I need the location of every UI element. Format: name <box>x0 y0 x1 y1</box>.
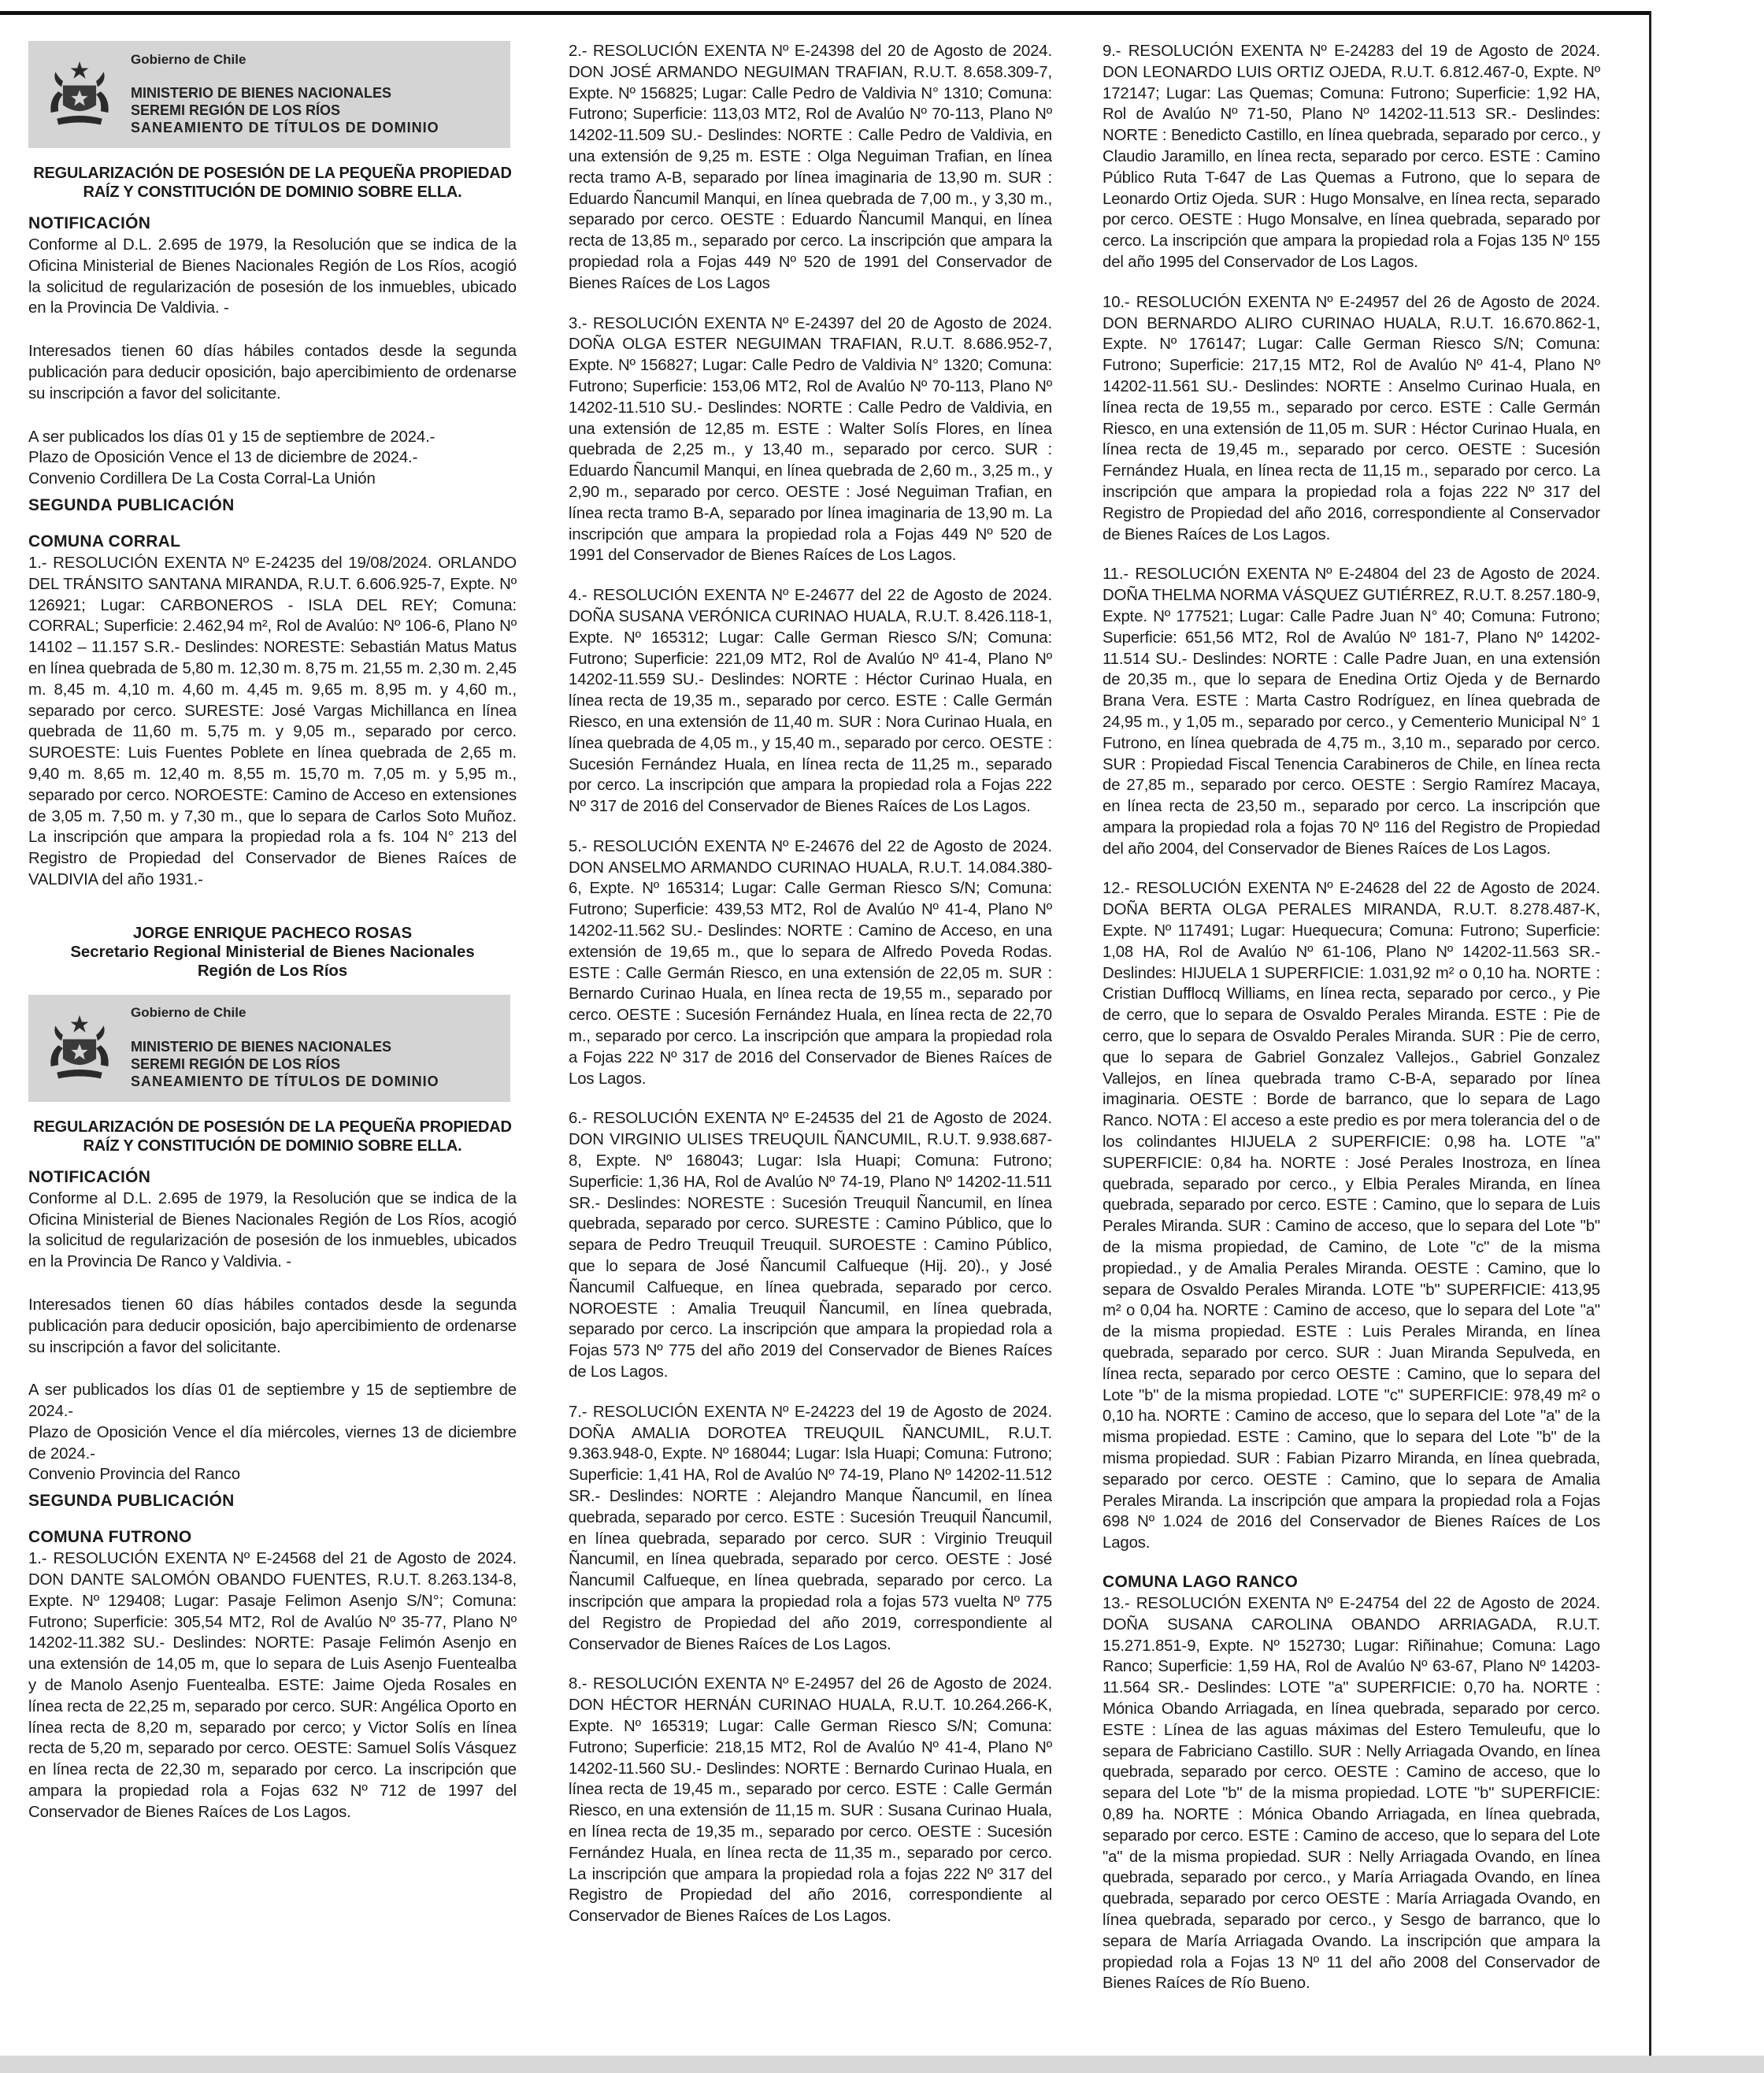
coat-of-arms-icon <box>28 1012 131 1085</box>
program-name: SANEAMIENTO DE TÍTULOS DE DOMINIO <box>131 1074 439 1090</box>
right-column-rule <box>1649 11 1651 2056</box>
resolution-entry: 7.- RESOLUCIÓN EXENTA Nº E-24223 del 19 de Agosto de 2024. DOÑA AMALIA DOROTEA TREUQUIL ÑANCUMIL, R.U.T. 9.363.948-0, Expte. Nº 168044; Lugar: Isla Huapi; Comuna: Futrono; Superficie: 1,41 HA, Rol de Avalúo Nº 74-19, Plano Nº 14202-11.512 SR.- Deslindes: NORTE : Alejandro Manque Ñancumil, en línea quebrada, separado por cerco. ESTE : Sucesión Treuquil Ñancumil, en línea quebrada, separado por cerco. SUR : Virginio Treuquil Ñancumil, en línea quebrada, separado por cerco. OESTE : José Ñancumil Calfueque, en línea quebrada, separado por cerco. La inscripción que ampara la propiedad rola a fojas 573 vuelta Nº 775 del Registro de Propiedad del año 2019, correspondiente al Conservador de Bienes Raíces de Los Lagos. <box>569 1403 1052 1653</box>
gov-header-text <box>131 1005 439 1091</box>
seremi-name: SEREMI REGIÓN DE LOS RÍOS <box>131 102 341 119</box>
signer-name: JORGE ENRIQUE PACHECO ROSAS <box>132 924 413 942</box>
coat-of-arms-icon <box>28 58 131 131</box>
ministry-name: MINISTERIO DE BIENES NACIONALES <box>131 85 392 102</box>
resolution-entry: 5.- RESOLUCIÓN EXENTA Nº E-24676 del 22 de Agosto de 2024. DON ANSELMO ARMANDO CURINAO HUALA, R.U.T. 14.084.380-6, Expte. Nº 165314; Lugar: Calle German Riesco S/N; Comuna: Futrono; Superficie: 439,53 MT2, Rol de Avalúo Nº 41-4, Plano Nº 14202-11.562 SU.- Deslindes: NORTE : Camino de Acceso, en una extensión de 19,65 m., que lo separa de Alfredo Poveda Rodas. ESTE : Calle Germán Riesco, en una extensión de 22,05 m. SUR : Bernardo Curinao Huala, en línea recta de 19,55 m., separado por cerco. OESTE : Sucesión Fernández Huala, en línea recta de 22,70 m., separado por cerco. La inscripción que ampara la propiedad rola a Fojas 222 Nº 317 de 2016 del Conservador de Bienes Raíces de Los Lagos. <box>569 837 1052 1088</box>
resolution-entry: 2.- RESOLUCIÓN EXENTA Nº E-24398 del 20 de Agosto de 2024. DON JOSÉ ARMANDO NEGUIMAN TRAFIAN, R.U.T. 8.658.309-7, Expte. Nº 156825; Lugar: Calle Pedro de Valdivia N° 1310; Comuna: Futrono; Superficie: 113,03 MT2, Rol de Avalúo Nº 70-113, Plano Nº 14202-11.509 SU.- Deslindes: NORTE : Calle Pedro de Valdivia, en una extensión de 9,25 m. ESTE : Olga Neguiman Trafian, en línea recta tramo A-B, separado por línea imaginaria de 13,90 m. SUR : Eduardo Ñancumil Manqui, en línea quebrada de 7,00 m., y 3,30 m., separado por cerco. OESTE : Eduardo Ñancumil Manqui, en línea recta de 13,85 m., separado por cerco. La inscripción que ampara la propiedad rola a Fojas 449 Nº 520 de 1991 del Conservador de Bienes Raíces de Los Lagos <box>569 43 1052 292</box>
commune-heading: COMUNA CORRAL <box>28 532 181 551</box>
resolution-entry: 11.- RESOLUCIÓN EXENTA Nº E-24804 del 23 de Agosto de 2024. DOÑA THELMA NORMA VÁSQUEZ GUTIÉRREZ, R.U.T. 8.257.180-9, Expte. Nº 177521; Lugar: Calle Padre Juan N° 40; Comuna: Futrono; Superficie: 651,56 MT2, Rol de Avalúo Nº 181-7, Plano Nº 14202-11.514 SU.- Deslindes: NORTE : Calle Padre Juan, en una extensión de 20,35 m., que lo separa de Enedina Ortiz Ojeda y de Bernardo Brana Vera. ESTE : Marta Castro Rodríguez, en línea quebrada de 24,95 m., y 1,05 m., separado por cerco., y Cementerio Municipal N° 1 Futrono, en línea quebrada de 4,75 m., 3,10 m., separado por cerco. SUR : Propiedad Fiscal Tenencia Carabineros de Chile, en línea recta de 27,85 m., separado por cerco. OESTE : Sergio Ramírez Macaya, en línea recta de 23,50 m., separado por cerco. La inscripción que ampara la propiedad rola a fojas 70 Nº 116 del Registro de Propiedad del año 2004, del Conservador de Bienes Raíces de Los Lagos. <box>1102 566 1600 858</box>
interest-text: Interesados tienen 60 días hábiles contados desde la segunda publicación para deducir oposición, bajo apercibimiento de ordenarse su inscripción a favor del solicitante. <box>28 1296 517 1356</box>
notification-text: Conforme al D.L. 2.695 de 1979, la Resolución que se indica de la Oficina Ministerial de Bienes Nacionales Región de Los Ríos, acogió la solicitud de regularización de posesión de los inmuebles, ubicados en la Provincia De Ranco y Valdivia. - <box>28 1189 517 1271</box>
top-rule <box>0 11 1651 15</box>
commune-heading: COMUNA FUTRONO <box>28 1528 192 1547</box>
column-2 <box>569 41 1052 2054</box>
notification-heading: NOTIFICACIÓN <box>28 214 151 232</box>
gov-header-text <box>131 52 439 138</box>
resolution-entry: 8.- RESOLUCIÓN EXENTA Nº E-24957 del 26 de Agosto de 2024. DON HÉCTOR HERNÁN CURINAO HUALA, R.U.T. 10.264.266-K, Expte. Nº 165319; Lugar: Calle German Riesco S/N; Comuna: Futrono; Superficie: 218,15 MT2, Rol de Avalúo Nº 41-4, Plano Nº 14202-11.560 SU.- Deslindes: NORTE : Bernardo Curinao Huala, en línea recta de 19,45 m., separado por cerco. ESTE : Calle Germán Riesco, en una extensión de 11,15 m. SUR : Susana Curinao Huala, en línea recta de 19,35 m., separado por cerco. OESTE : Sucesión Fernández Huala, en línea recta de 11,35 m., separado por cerco. La inscripción que ampara la propiedad rola a fojas 222 Nº 317 del Registro de Propiedad del año 2016, correspondiente al Conservador de Bienes Raíces de Los Lagos. <box>569 1675 1052 1926</box>
resolution-entry: 9.- RESOLUCIÓN EXENTA Nº E-24283 del 19 de Agosto de 2024. DON LEONARDO LUIS ORTIZ OJEDA, R.U.T. 6.812.467-0, Expte. Nº 172147; Lugar: Las Quemas; Comuna: Futrono; Superficie: 1,92 HA, Rol de Avalúo Nº 71-50, Plano Nº 14202-11.513 SR.- Deslindes: NORTE : Benedicto Castillo, en línea quebrada, separado por cerco., y Claudio Jaramillo, en línea recta, separado por cerco. ESTE : Camino Público Ruta T-647 de Las Quemas a Futrono, que lo separa de Leonardo Ortiz Ojeda. SUR : Hugo Monsalve, en línea recta, separado por cerco. OESTE : Hugo Monsalve, en línea quebrada, separado por cerco. La inscripción que ampara la propiedad rola a Fojas 135 Nº 155 del año 1995 del Conservador de Los Lagos. <box>1102 43 1600 271</box>
opposition-deadline: Plazo de Oposición Vence el 13 de diciembre de 2024.- <box>28 449 418 467</box>
gov-header-2 <box>28 995 510 1102</box>
resolution-entry: 6.- RESOLUCIÓN EXENTA Nº E-24535 del 21 de Agosto de 2024. DON VIRGINIO ULISES TREUQUIL ÑANCUMIL, R.U.T. 9.938.687-8, Expte. Nº 168043; Lugar: Isla Huapi; Comuna: Futrono; Superficie: 1,36 HA, Rol de Avalúo Nº 74-19, Plano Nº 14202-11.511 SR.- Deslindes: NORESTE : Sucesión Treuquil Ñancumil, en línea quebrada, separado por cerco. SURESTE : Camino Público, que lo separa de Pedro Treuquil Treuquil. SUROESTE : Camino Público, que lo separa de José Ñancumil Calfueque (Hij. 20)., y José Ñancumil Calfueque, en línea quebrada, separado por cerco. NOROESTE : Amalia Treuquil Ñancumil, en línea quebrada, separado por cerco. La inscripción que ampara la propiedad rola a Fojas 573 Nº 775 del año 2019 del Conservador de Bienes Raíces de Los Lagos. <box>569 1110 1052 1381</box>
interest-text: Interesados tienen 60 días hábiles contados desde la segunda publicación para deducir oposición, bajo apercibimiento de ordenarse su inscripción a favor del solicitante. <box>28 343 517 402</box>
resolution-entry: 4.- RESOLUCIÓN EXENTA Nº E-24677 del 22 de Agosto de 2024. DOÑA SUSANA VERÓNICA CURINAO HUALA, R.U.T. 8.426.118-1, Expte. Nº 165312; Lugar: Calle German Riesco S/N; Comuna: Futrono; Superficie: 221,09 MT2, Rol de Avalúo Nº 41-4, Plano Nº 14202-11.559 SU.- Deslindes: NORTE : Héctor Curinao Huala, en línea recta de 19,35 m., separado por cerco. ESTE : Calle Germán Riesco, en una extensión de 11,40 m. SUR : Nora Curinao Huala, en línea quebrada de 4,05 m., y 15,40 m., separado por cerco. OESTE : Sucesión Fernández Huala, en línea recta de 11,25 m., separado por cerco. La inscripción que ampara la propiedad rola a Fojas 222 Nº 317 de 2016 del Conservador de Bienes Raíces de Los Lagos. <box>569 587 1052 816</box>
publication-heading: SEGUNDA PUBLICACIÓN <box>28 1492 235 1511</box>
gov-label: Gobierno de Chile <box>131 51 246 67</box>
resolution-entry: 3.- RESOLUCIÓN EXENTA Nº E-24397 del 20 de Agosto de 2024. DOÑA OLGA ESTER NEGUIMAN TRAFIAN, R.U.T. 8.686.952-7, Expte. Nº 156827; Lugar: Calle Pedro de Valdivia N° 1320; Comuna: Futrono; Superficie: 153,06 MT2, Rol de Avalúo Nº 70-113, Plano Nº 14202-11.510 SU.- Deslindes: NORTE : Calle Pedro de Valdivia, en una extensión de 12,85 m. ESTE : Walter Solís Flores, en línea quebrada de 2,25 m., y 13,40 m., separado por cerco. SUR : Eduardo Ñancumil Manqui, en línea quebrada de 2,60 m., 3,25 m., y 2,90 m., separado por cerco. OESTE : José Neguiman Trafian, en línea recta tramo B-A, separado por línea imaginaria de 13,90 m. La inscripción que ampara la propiedad rola a Fojas 449 Nº 520 de 1991 del Conservador de Bienes Raíces de Los Lagos. <box>569 314 1052 565</box>
bottom-strip <box>0 2056 1764 2073</box>
opposition-deadline: Plazo de Oposición Vence el día miércoles, viernes 13 de diciembre de 2024.- <box>28 1423 517 1463</box>
publication-dates: A ser publicados los días 01 de septiembre y 15 de septiembre de 2024.- <box>28 1381 517 1421</box>
ministry-name: MINISTERIO DE BIENES NACIONALES <box>131 1039 392 1055</box>
agreement-name: Convenio Cordillera De La Costa Corral-La Unión <box>28 470 376 488</box>
column-3 <box>1102 41 1600 2054</box>
resolution-entry: 10.- RESOLUCIÓN EXENTA Nº E-24957 del 26 de Agosto de 2024. DON BERNARDO ALIRO CURINAO HUALA, R.U.T. 16.670.862-1, Expte. Nº 176147; Lugar: Calle German Riesco S/N; Comuna: Futrono; Superficie: 217,15 MT2, Rol de Avalúo Nº 41-4, Plano Nº 14202-11.561 SU.- Deslindes: NORTE : Anselmo Curinao Huala, en línea recta de 19,55 m., separado por cerco. ESTE : Calle Germán Riesco, en una extensión de 11,05 m. SUR : Héctor Curinao Huala, en línea recta de 19,45 m., separado por cerco. OESTE : Sucesión Fernández Huala, en línea recta de 11,15 m., separado por cerco. La inscripción que ampara la propiedad rola a fojas 222 Nº 317 del Registro de Propiedad del año 2016, correspondiente al Conservador de Bienes Raíces de Los Lagos. <box>1102 293 1600 543</box>
resolution-entry: 1.- RESOLUCIÓN EXENTA Nº E-24235 del 19/08/2024. ORLANDO DEL TRÁNSITO SANTANA MIRANDA, R.U.T. 6.606.925-7, Expte. Nº 126921; Lugar: CARBONEROS - ISLA DEL REY; Comuna: CORRAL; Superficie: 2.462,94 m², Rol de Avalúo: Nº 106-6, Plano Nº 14102 – 11.157 S.R.- Deslindes: NORESTE: Sebastián Matus Matus en línea quebrada de 5,80 m. 12,30 m. 8,75 m. 21,55 m. 2,30 m. 2,45 m. 8,45 m. 4,10 m. 4,60 m. 4,45 m. 9,65 m. 8,95 m. y 4,60 m., separado por cerco. SURESTE: José Vargas Michillanca en línea quebrada de 11,60 m. 5,75 m. y 9,05 m., separado por cerco. SUROESTE: Luis Fuentes Poblete en línea quebrada de 2,65 m. 9,40 m. 8,65 m. 12,40 m. 8,55 m. 15,70 m. 7,05 m. y 5,95 m., separado por cerco. NOROESTE: Camino de Acceso en extensiones de 3,05 m. 7,50 m. y 7,30 m., que lo separa de Carlos Soto Muñoz. La inscripción que ampara la propiedad rola a fs. 104 N° 213 del Registro de Propiedad del Conservador de Bienes Raíces de VALDIVIA del año 1931.- <box>28 554 517 888</box>
seremi-name: SEREMI REGIÓN DE LOS RÍOS <box>131 1056 341 1073</box>
program-name: SANEAMIENTO DE TÍTULOS DE DOMINIO <box>131 120 439 136</box>
signer-title: Secretario Regional Ministerial de Bienes Nacionales <box>70 943 475 961</box>
notification-text: Conforme al D.L. 2.695 de 1979, la Resolución que se indica de la Oficina Ministerial de Bienes Nacionales Región de Los Ríos, acogió la solicitud de regularización de posesión de los inmuebles, ubicado en la Provincia De Valdivia. - <box>28 236 517 317</box>
notice-title: REGULARIZACIÓN DE POSESIÓN DE LA PEQUEÑA PROPIEDAD RAÍZ Y CONSTITUCIÓN DE DOMINIO SOBRE ELLA. <box>33 1118 512 1155</box>
commune-heading: COMUNA LAGO RANCO <box>1102 1572 1299 1591</box>
notification-heading: NOTIFICACIÓN <box>28 1167 151 1186</box>
agreement-name: Convenio Provincia del Ranco <box>28 1466 240 1484</box>
signer-region: Región de Los Ríos <box>197 962 348 980</box>
resolution-entry: 1.- RESOLUCIÓN EXENTA Nº E-24568 del 21 de Agosto de 2024. DON DANTE SALOMÓN OBANDO FUENTES, R.U.T. 8.263.134-8, Expte. Nº 129408; Lugar: Pasaje Felimon Asenjo S/N°; Comuna: Futrono; Superficie: 305,54 MT2, Rol de Avalúo Nº 35-77, Plano Nº 14202-11.382 SU.- Deslindes: NORTE: Pasaje Felimón Asenjo en una extensión de 14,05 m, que lo separa de Luis Asenjo Fuentealba y de Manolo Asenjo Fuentealba. ESTE: Jaime Ojeda Rosales en línea recta de 22,25 m, separado por cerco. SUR: Angélica Oporto en línea recta de 8,20 m, separado por cerco; y Victor Solís en línea recta de 5,20 m, separado por cerco. OESTE: Samuel Solís Vásquez en línea recta de 22,30 m, separado por cerco. La inscripción que ampara la propiedad rola a Fojas 632 Nº 712 de 1997 del Conservador de Bienes Raíces de Los Lagos. <box>28 1550 517 1821</box>
resolution-entry: 13.- RESOLUCIÓN EXENTA Nº E-24754 del 22 de Agosto de 2024. DOÑA SUSANA CAROLINA OBANDO ARRIAGADA, R.U.T. 15.271.851-9, Expte. Nº 152730; Lugar: Riñinahue; Comuna: Lago Ranco; Superficie: 1,59 HA, Rol de Avalúo Nº 63-67, Plano Nº 14203-11.564 SR.- Deslindes: LOTE "a" SUPERFICIE: 0,70 ha. NORTE : Mónica Obando Arriagada, en línea quebrada, separado por cerco. ESTE : Línea de las aguas máximas del Estero Temuleufu, que lo separa de Fabriciano Castillo. SUR : Nelly Arriagada Ovando, en línea quebrada, separado por cerco. OESTE : Camino de acceso, que lo separa del Lote "b" de la misma propiedad. LOTE "b" SUPERFICIE: 0,89 ha. NORTE : Mónica Obando Arriagada, en línea quebrada, separado por cerco. ESTE : Camino de acceso, que lo separa del Lote "a" de la misma propiedad. SUR : Nelly Arriagada Ovando, en línea quebrada, separado por cerco., y María Arriagada Ovando, en línea quebrada, separado por cerco OESTE : María Arriagada Ovando, en línea quebrada, separado por cerco., y Sesgo de barranco, que lo separa de María Arriagada Ovando. La inscripción que ampara la propiedad rola a Fojas 13 Nº 11 del año 2008 del Conservador de Bienes Raíces de Río Bueno. <box>1102 1594 1600 1993</box>
resolution-entry: 12.- RESOLUCIÓN EXENTA Nº E-24628 del 22 de Agosto de 2024. DOÑA BERTA OLGA PERALES MIRANDA, R.U.T. 8.278.487-K, Expte. Nº 117491; Lugar: Huequecura; Comuna: Futrono; Superficie: 1,08 HA, Rol de Avalúo Nº 61-106, Plano Nº 14202-11.563 SR.- Deslindes: HIJUELA 1 SUPERFICIE: 1.031,92 m² o 0,10 ha. NORTE : Cristian Dufflocq Williams, en línea recta, separado por cerco., y Pie de cerro, que lo separa de Osvaldo Perales Miranda. ESTE : Pie de cerro, que lo separa de Osvaldo Perales Miranda. SUR : Pie de cerro, que lo separa de Gabriel Gonzalez Vallejos., Gabriel Gonzalez Vallejos, en línea quebrada tramo C-B-A, separado por línea imaginaria. OESTE : Borde de barranco, que lo separa de Lago Ranco. NOTA : El acceso a este predio es por mera tolerancia del o de los colindantes HIJUELA 2 SUPERFICIE: 0,98 ha. LOTE "a" SUPERFICIE: 0,84 ha. NORTE : José Perales Inostroza, en línea quebrada, separado por cerco., y Elbia Perales Miranda, en línea quebrada, separado por cerco. ESTE : Camino, que lo separa de Luis Perales Miranda. SUR : Camino de acceso, que lo separa del Lote "b" de la misma propiedad, de Camino, de Lote "c" de la misma propiedad., y de Amalia Perales Miranda. OESTE : Camino, que lo separa de Osvaldo Perales Miranda. LOTE "b" SUPERFICIE: 413,95 m² o 0,04 ha. NORTE : Camino de acceso, que lo separa del Lote "a" de la misma propiedad. ESTE : Luis Perales Miranda, en línea quebrada, separado por cerco. SUR : Juan Miranda Sepulveda, en línea recta, separado por cerco OESTE : Camino, que lo separa del Lote "b" de la misma propiedad. LOTE "c" SUPERFICIE: 978,49 m² o 0,10 ha. NORTE : Camino de acceso, que lo separa del Lote "a" de la misma propiedad. ESTE : Camino, que lo separa del Lote "b" de la misma propiedad. SUR : Fabian Pizarro Miranda, en línea quebrada, separado por cerco. OESTE : Camino, que lo separa de Amalia Perales Miranda. La inscripción que ampara la propiedad rola a Fojas 698 Nº 1.024 de 2016 del Conservador de Bienes Raíces de Los Lagos. <box>1102 880 1600 1552</box>
publication-dates: A ser publicados los días 01 y 15 de septiembre de 2024.- <box>28 428 435 446</box>
gov-header-1 <box>28 41 510 148</box>
column-1 <box>28 41 517 2048</box>
notice-title: REGULARIZACIÓN DE POSESIÓN DE LA PEQUEÑA PROPIEDAD RAÍZ Y CONSTITUCIÓN DE DOMINIO SOBRE ELLA. <box>33 165 512 201</box>
publication-heading: SEGUNDA PUBLICACIÓN <box>28 495 235 514</box>
gov-label: Gobierno de Chile <box>131 1005 246 1021</box>
signature-block <box>28 924 517 981</box>
